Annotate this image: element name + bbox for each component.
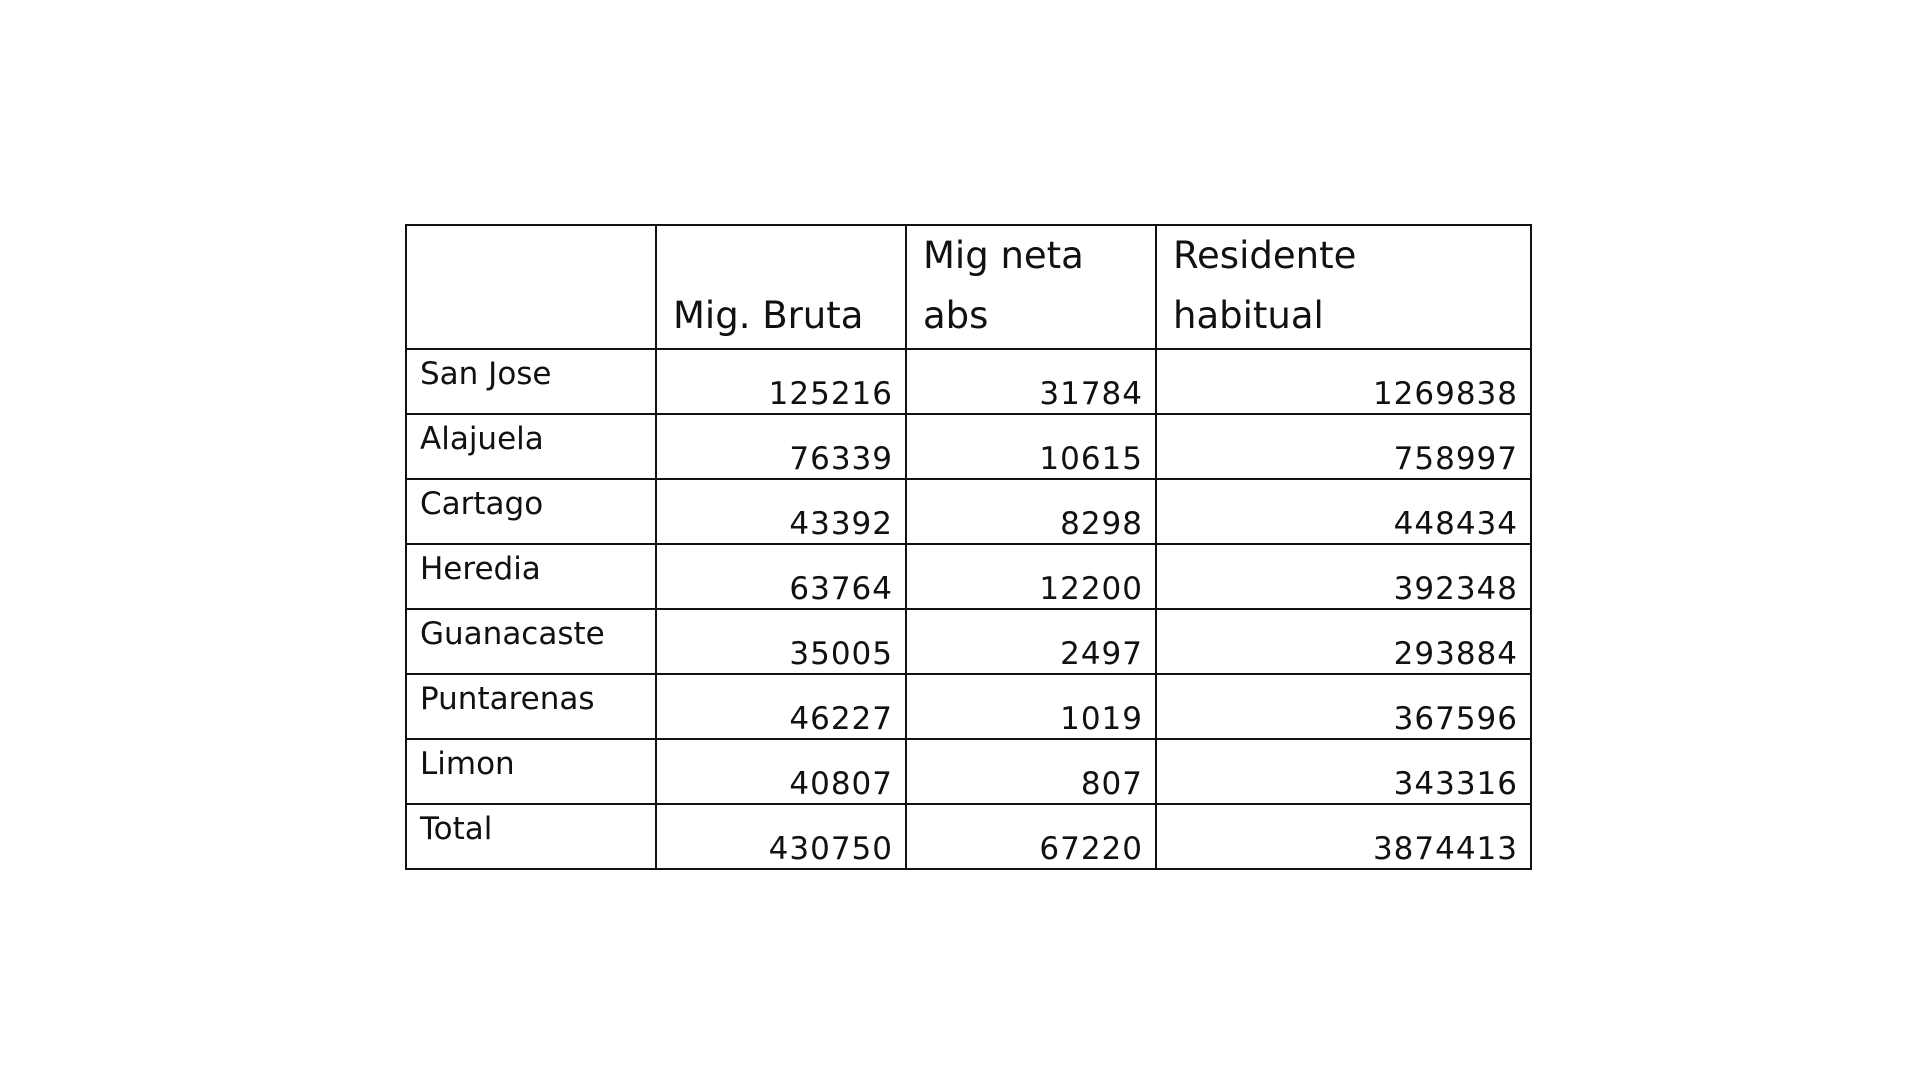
row-label: Guanacaste [406,609,656,674]
cell-residente-habitual: 367596 [1156,674,1531,739]
table-row [406,349,1531,414]
row-label: Puntarenas [406,674,656,739]
migration-table [405,224,1532,870]
row-label-total: Total [406,804,656,869]
cell-mig-bruta: 43392 [656,479,906,544]
cell-mig-bruta: 35005 [656,609,906,674]
cell-mig-bruta: 76339 [656,414,906,479]
data-table-container [405,224,1532,870]
table-row [406,674,1531,739]
cell-mig-neta-abs: 10615 [906,414,1156,479]
table-body [406,349,1531,869]
header-cell-empty [406,225,656,349]
cell-mig-neta-abs-total: 67220 [906,804,1156,869]
table-row [406,479,1531,544]
header-cell-mig-neta-abs: Mig neta abs [906,225,1156,349]
cell-mig-neta-abs: 807 [906,739,1156,804]
cell-mig-bruta: 63764 [656,544,906,609]
cell-residente-habitual: 1269838 [1156,349,1531,414]
cell-mig-bruta: 125216 [656,349,906,414]
cell-mig-bruta: 46227 [656,674,906,739]
cell-residente-habitual-total: 3874413 [1156,804,1531,869]
cell-mig-bruta-total: 430750 [656,804,906,869]
header-cell-mig-bruta: Mig. Bruta [656,225,906,349]
row-label: Alajuela [406,414,656,479]
cell-mig-neta-abs: 1019 [906,674,1156,739]
cell-mig-neta-abs: 2497 [906,609,1156,674]
row-label: San Jose [406,349,656,414]
cell-residente-habitual: 392348 [1156,544,1531,609]
header-cell-residente-habitual: Residente habitual [1156,225,1531,349]
header-row [406,225,1531,349]
total-row [406,804,1531,869]
cell-residente-habitual: 343316 [1156,739,1531,804]
table-row [406,414,1531,479]
row-label: Limon [406,739,656,804]
cell-mig-neta-abs: 8298 [906,479,1156,544]
table-header [406,225,1531,349]
table-row [406,739,1531,804]
cell-residente-habitual: 758997 [1156,414,1531,479]
row-label: Heredia [406,544,656,609]
cell-mig-neta-abs: 12200 [906,544,1156,609]
cell-residente-habitual: 293884 [1156,609,1531,674]
row-label: Cartago [406,479,656,544]
table-row [406,544,1531,609]
cell-mig-neta-abs: 31784 [906,349,1156,414]
cell-residente-habitual: 448434 [1156,479,1531,544]
table-row [406,609,1531,674]
cell-mig-bruta: 40807 [656,739,906,804]
